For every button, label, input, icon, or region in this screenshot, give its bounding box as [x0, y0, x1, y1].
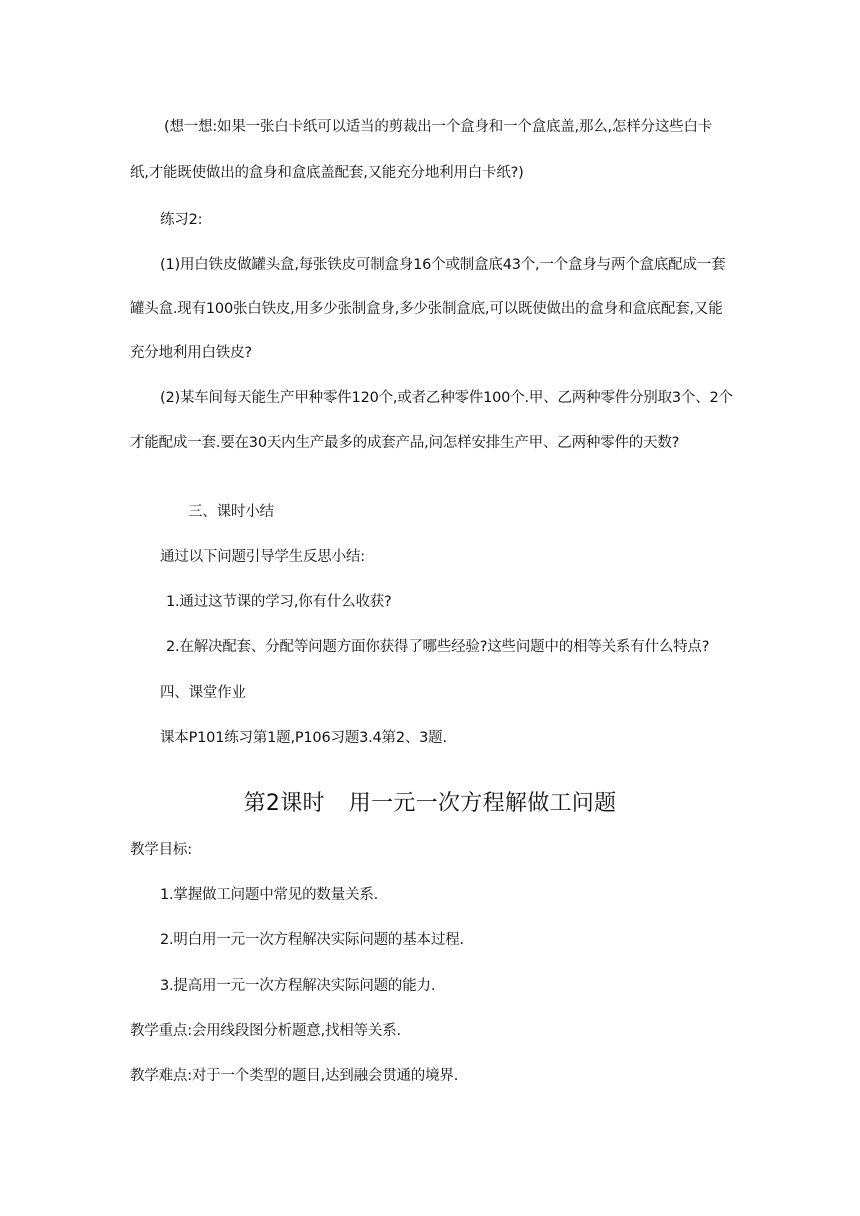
exercise-1-line-1: (1)用白铁皮做罐头盒,每张铁皮可制盒身16个或制盒底43个,一个盒身与两个盒底配成一套 [160, 257, 726, 273]
objective-2: 2.明白用一元一次方程解决实际问题的基本过程. [160, 932, 464, 948]
lesson-title-number: 第2课时 [243, 791, 325, 816]
summary-question-2: 2.在解决配套、分配等问题方面你获得了哪些经验?这些问题中的相等关系有什么特点? [166, 639, 710, 655]
key-point: 教学重点:会用线段图分析题意,找相等关系. [130, 1023, 401, 1039]
summary-question-1: 1.通过这节课的学习,你有什么收获? [166, 594, 392, 610]
exercise-2-line-1: (2)某车间每天能生产甲种零件120个,或者乙种零件100个.甲、乙两种零件分别取3个、2个 [160, 390, 733, 406]
think-line-2: 纸,才能既使做出的盒身和盒底盖配套,又能充分地利用白卡纸?) [130, 165, 524, 181]
exercise-1-line-3: 充分地利用白铁皮? [130, 345, 252, 361]
objective-3: 3.提高用一元一次方程解决实际问题的能力. [160, 978, 436, 994]
objectives-heading: 教学目标: [130, 842, 192, 858]
homework-text: 课本P101练习第1题,P106习题3.4第2、3题. [160, 730, 447, 746]
exercise-heading: 练习2: [160, 212, 203, 228]
exercise-2-line-2: 才能配成一套.要在30天内生产最多的成套产品,问怎样安排生产甲、乙两种零件的天数? [130, 435, 680, 451]
summary-heading: 三、课时小结 [188, 504, 274, 520]
think-line-1: (想一想:如果一张白卡纸可以适当的剪裁出一个盒身和一个盒底盖,那么,怎样分这些白卡 [164, 119, 713, 135]
lesson-title [0, 789, 860, 819]
objective-1: 1.掌握做工问题中常见的数量关系. [160, 887, 379, 903]
exercise-1-line-2: 罐头盒.现有100张白铁皮,用多少张制盒身,多少张制盒底,可以既使做出的盒身和盒底配套,又能 [130, 301, 723, 317]
summary-intro: 通过以下问题引导学生反思小结: [160, 549, 365, 565]
difficult-point: 教学难点:对于一个类型的题目,达到融会贯通的境界. [130, 1068, 459, 1084]
homework-heading: 四、课堂作业 [160, 685, 246, 701]
lesson-title-topic: 用一元一次方程解做工问题 [348, 791, 617, 816]
